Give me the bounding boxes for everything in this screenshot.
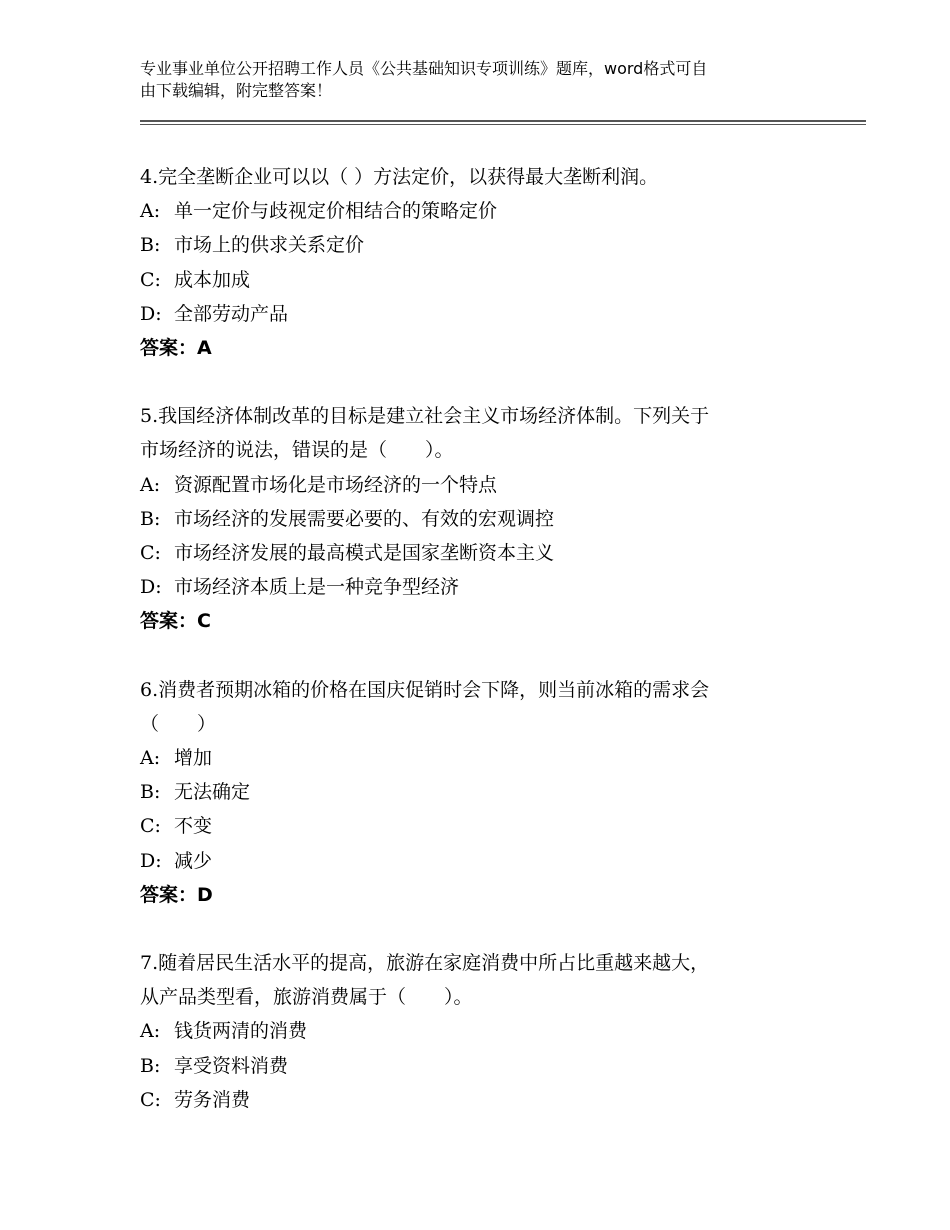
- option-text: 享受资料消费: [174, 1054, 289, 1077]
- question-line: 4.完全垄断企业可以以（ ）方法定价，以获得最大垄断利润。: [140, 166, 659, 188]
- question-6: [140, 673, 820, 912]
- question-line: 市场经济的说法，错误的是（ ）。: [140, 439, 454, 462]
- option-key: A:: [140, 200, 161, 223]
- option-key: C:: [140, 268, 161, 291]
- option-text: 资源配置市场化是市场经济的一个特点: [174, 473, 498, 496]
- option-key: B:: [140, 781, 161, 804]
- option-b: [140, 228, 820, 262]
- option-key: D:: [140, 302, 162, 325]
- answer-label: 答案：A: [140, 337, 212, 360]
- option-a: [140, 741, 820, 775]
- option-key: A:: [140, 1020, 161, 1043]
- header-line-2: 由下载编辑，附完整答案！: [140, 81, 333, 100]
- option-c: [140, 536, 820, 570]
- option-text: 市场经济发展的最高模式是国家垄断资本主义: [174, 542, 555, 565]
- option-text: 市场经济本质上是一种竞争型经济: [174, 576, 460, 599]
- option-text: 全部劳动产品: [174, 302, 289, 325]
- option-key: D:: [140, 849, 162, 872]
- question-line: 6.消费者预期冰箱的价格在国庆促销时会下降，则当前冰箱的需求会: [140, 678, 710, 701]
- option-key: D:: [140, 576, 162, 599]
- option-c: [140, 809, 820, 843]
- question-line: 7.随着居民生活水平的提高，旅游在家庭消费中所占比重越来越大，: [140, 952, 710, 975]
- option-key: A:: [140, 747, 161, 770]
- question-list: [140, 160, 820, 1151]
- question-text: [140, 399, 820, 467]
- header-line-1: 专业事业单位公开招聘工作人员《公共基础知识专项训练》题库，word格式可自: [140, 59, 708, 78]
- option-text: 钱货两清的消费: [174, 1020, 308, 1043]
- option-text: 不变: [174, 815, 213, 838]
- option-key: C:: [140, 542, 161, 565]
- option-text: 市场经济的发展需要必要的、有效的宏观调控: [174, 507, 555, 530]
- option-key: C:: [140, 1088, 161, 1111]
- option-b: [140, 775, 820, 809]
- question-text: [140, 160, 820, 194]
- option-b: [140, 502, 820, 536]
- option-text: 单一定价与歧视定价相结合的策略定价: [174, 200, 498, 223]
- question-line: （ ）: [140, 712, 217, 735]
- question-line: 从产品类型看，旅游消费属于（ ）。: [140, 986, 473, 1009]
- option-key: B:: [140, 507, 161, 530]
- option-key: C:: [140, 815, 161, 838]
- option-text: 无法确定: [174, 781, 251, 804]
- option-key: B:: [140, 1054, 161, 1077]
- option-key: B:: [140, 234, 161, 257]
- page-header: [140, 58, 820, 102]
- option-d: [140, 844, 820, 878]
- answer-label: 答案：D: [140, 883, 213, 906]
- question-7: [140, 946, 820, 1117]
- option-text: 市场上的供求关系定价: [174, 234, 365, 257]
- question-line: 5.我国经济体制改革的目标是建立社会主义市场经济体制。下列关于: [140, 405, 710, 428]
- option-text: 减少: [174, 849, 213, 872]
- option-c: [140, 263, 820, 297]
- option-a: [140, 468, 820, 502]
- option-c: [140, 1083, 820, 1117]
- option-text: 增加: [174, 747, 213, 770]
- option-b: [140, 1049, 820, 1083]
- question-text: [140, 946, 820, 1014]
- option-a: [140, 194, 820, 228]
- option-text: 劳务消费: [174, 1088, 251, 1111]
- option-key: A:: [140, 473, 161, 496]
- option-text: 成本加成: [174, 268, 251, 291]
- header-divider: [140, 120, 866, 125]
- question-text: [140, 673, 820, 741]
- option-d: [140, 297, 820, 331]
- answer-label: 答案：C: [140, 610, 211, 633]
- question-5: [140, 399, 820, 638]
- option-d: [140, 570, 820, 604]
- option-a: [140, 1014, 820, 1048]
- question-4: [140, 160, 820, 365]
